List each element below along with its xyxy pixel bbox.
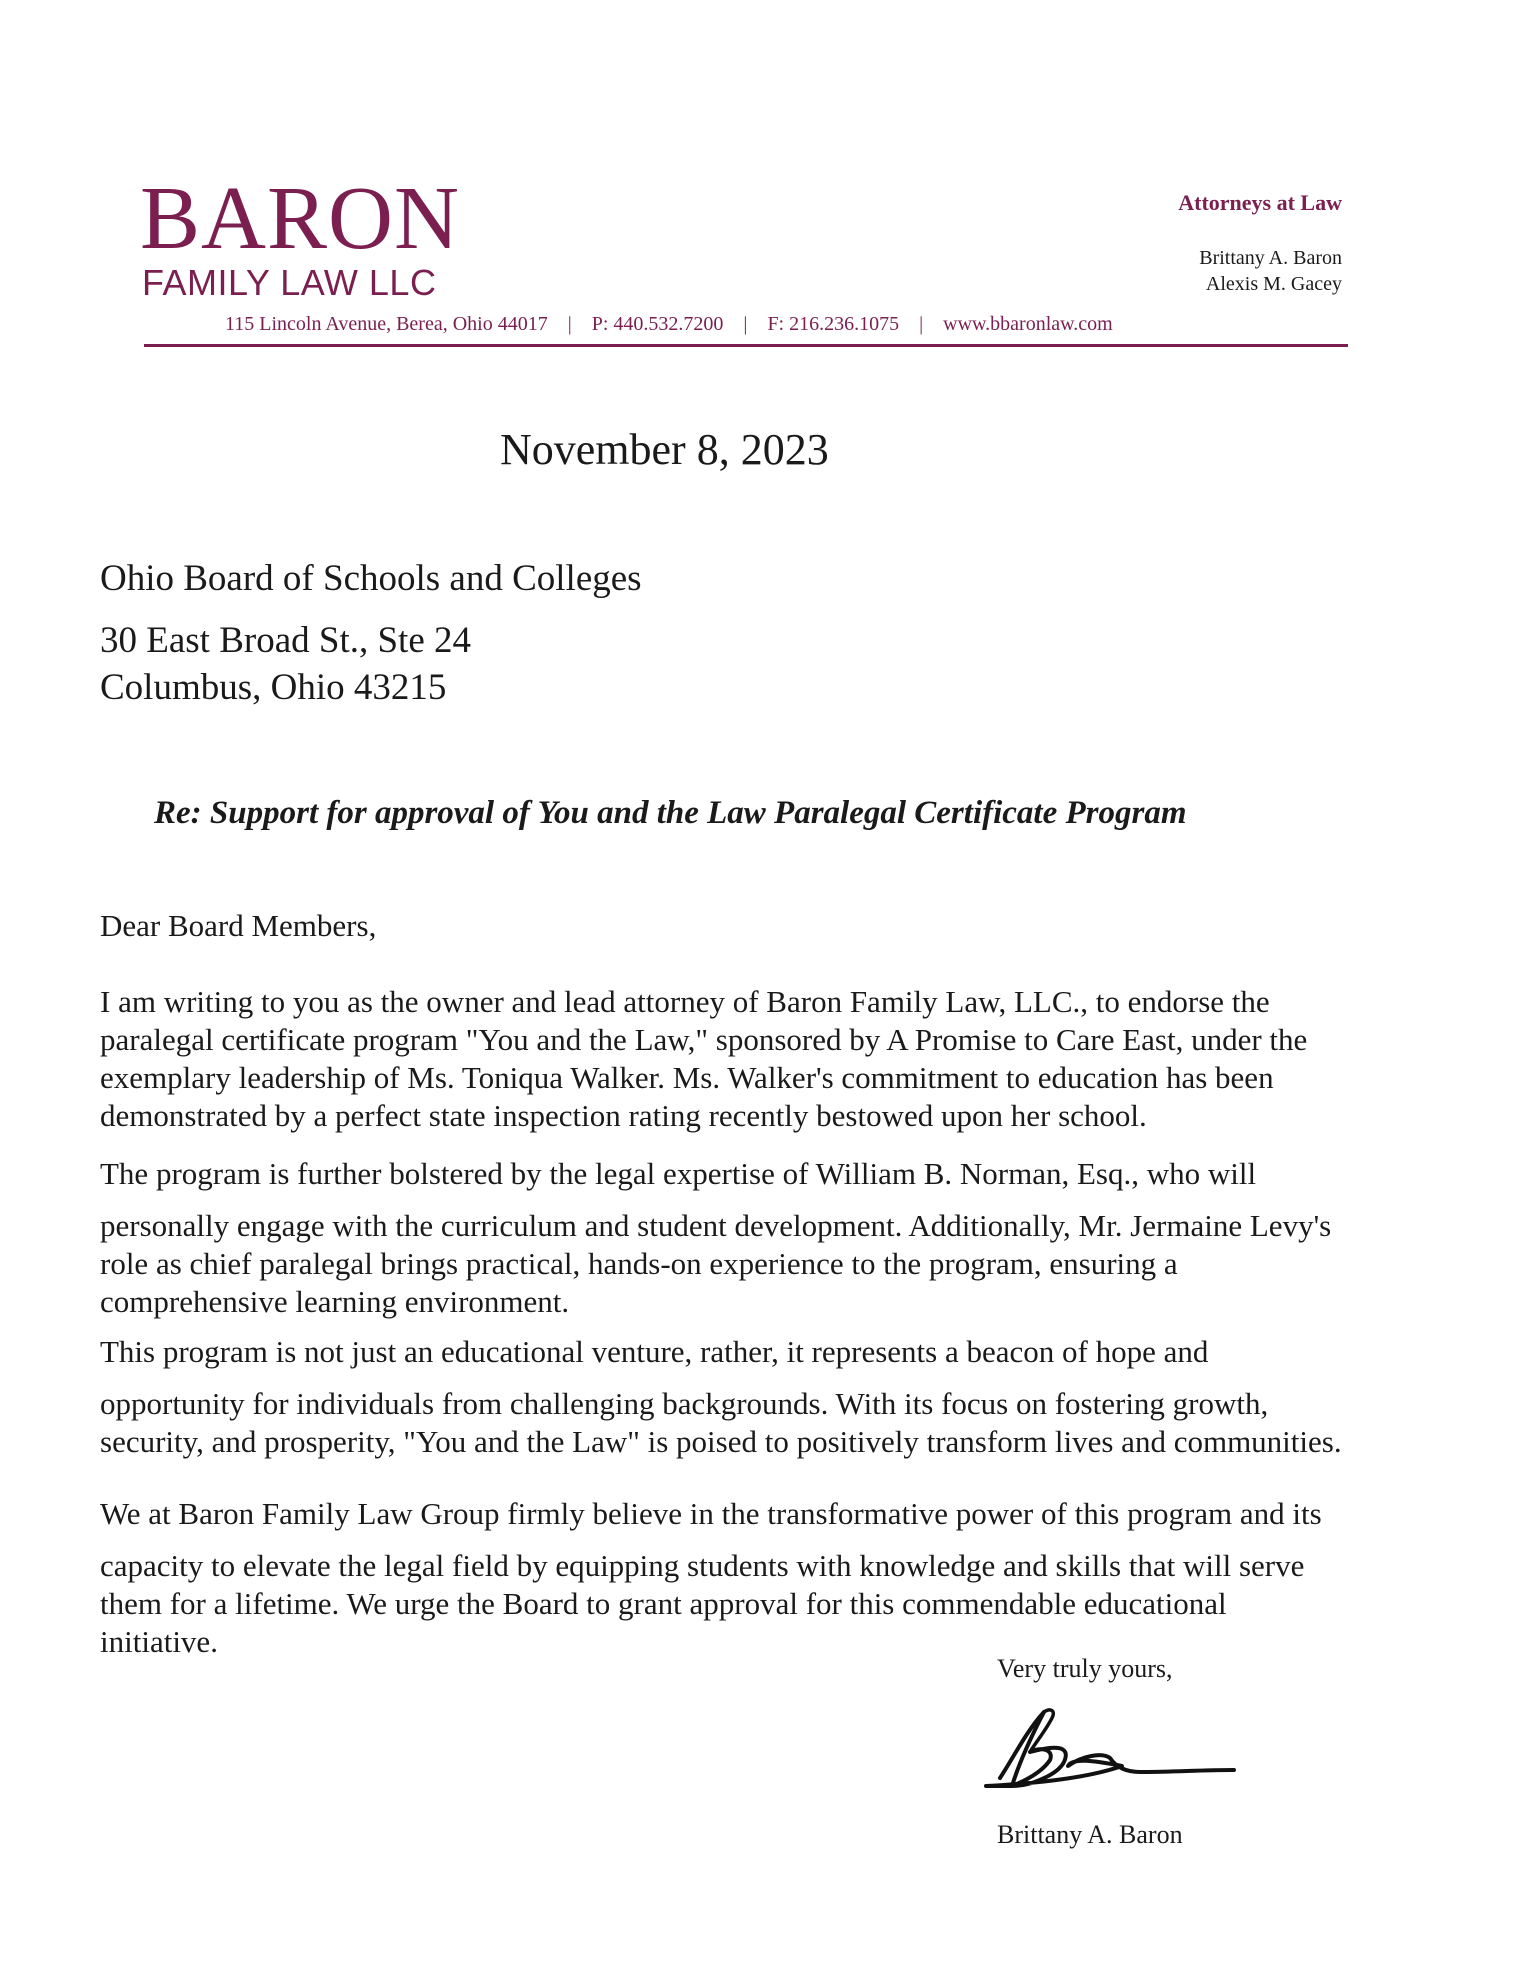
recipient-line: Ohio Board of Schools and Colleges (100, 558, 642, 599)
attorneys-heading: Attorneys at Law (1178, 190, 1342, 215)
body-paragraph (100, 983, 1460, 1135)
firm-address: 115 Lincoln Avenue, Berea, Ohio 44017 (225, 313, 548, 335)
partner-name: Brittany A. Baron (1199, 247, 1342, 269)
partner-name: Alexis M. Gacey (1205, 273, 1342, 295)
firm-logo-subtitle: FAMILY LAW LLC (142, 262, 437, 303)
salutation: Dear Board Members, (100, 908, 377, 943)
firm-logo-name: BARON (140, 169, 461, 268)
paragraph-line: personally engage with the curriculum and student development. Additionally, Mr. Jermaine Levy's (100, 1208, 1332, 1243)
paragraph-line: initiative. (100, 1624, 218, 1659)
firm-website: www.bbaronlaw.com (943, 313, 1113, 335)
handwritten-signature (972, 1700, 1242, 1800)
paragraph-line: them for a lifetime. We urge the Board to grant approval for this commendable educational (100, 1586, 1227, 1621)
paragraph-line: The program is further bolstered by the legal expertise of William B. Norman, Esq., who will (100, 1156, 1257, 1191)
separator: | (919, 313, 924, 335)
paragraph-line: opportunity for individuals from challenging backgrounds. With its focus on fostering growth, (100, 1386, 1269, 1421)
separator: | (743, 313, 748, 335)
firm-phone: P: 440.532.7200 (591, 313, 724, 335)
closing: Very truly yours, (997, 1654, 1173, 1683)
letter-date: November 8, 2023 (500, 425, 829, 474)
signature-image (972, 1700, 1242, 1800)
paragraph-line: comprehensive learning environment. (100, 1284, 570, 1319)
recipient-line: Columbus, Ohio 43215 (100, 667, 447, 708)
body-paragraph (100, 1333, 1460, 1461)
signer-name: Brittany A. Baron (997, 1820, 1183, 1849)
body-paragraph (100, 1495, 1460, 1661)
paragraph-line: demonstrated by a perfect state inspection rating recently bestowed upon her school. (100, 1098, 1147, 1133)
letterhead-divider (144, 344, 1348, 347)
separator: | (567, 313, 572, 335)
contact-line (225, 314, 1113, 334)
letter-subject: Re: Support for approval of You and the Law Paralegal Certificate Program (154, 795, 1187, 831)
paragraph-line: We at Baron Family Law Group firmly believe in the transformative power of this program and its (100, 1496, 1322, 1531)
paragraph-line: paralegal certificate program "You and the Law," sponsored by A Promise to Care East, under the (100, 1022, 1308, 1057)
firm-fax: F: 216.236.1075 (767, 313, 900, 335)
paragraph-line: security, and prosperity, "You and the Law" is poised to positively transform lives and communities. (100, 1424, 1342, 1459)
paragraph-line: exemplary leadership of Ms. Toniqua Walker. Ms. Walker's commitment to education has been (100, 1060, 1274, 1095)
paragraph-line: role as chief paralegal brings practical, hands-on experience to the program, ensuring a (100, 1246, 1178, 1281)
recipient-line: 30 East Broad St., Ste 24 (100, 620, 472, 661)
body-paragraph (100, 1155, 1460, 1321)
paragraph-line: I am writing to you as the owner and lead attorney of Baron Family Law, LLC., to endorse the (100, 984, 1270, 1019)
paragraph-line: capacity to elevate the legal field by equipping students with knowledge and skills that will serve (100, 1548, 1305, 1583)
paragraph-line: This program is not just an educational venture, rather, it represents a beacon of hope and (100, 1334, 1209, 1369)
